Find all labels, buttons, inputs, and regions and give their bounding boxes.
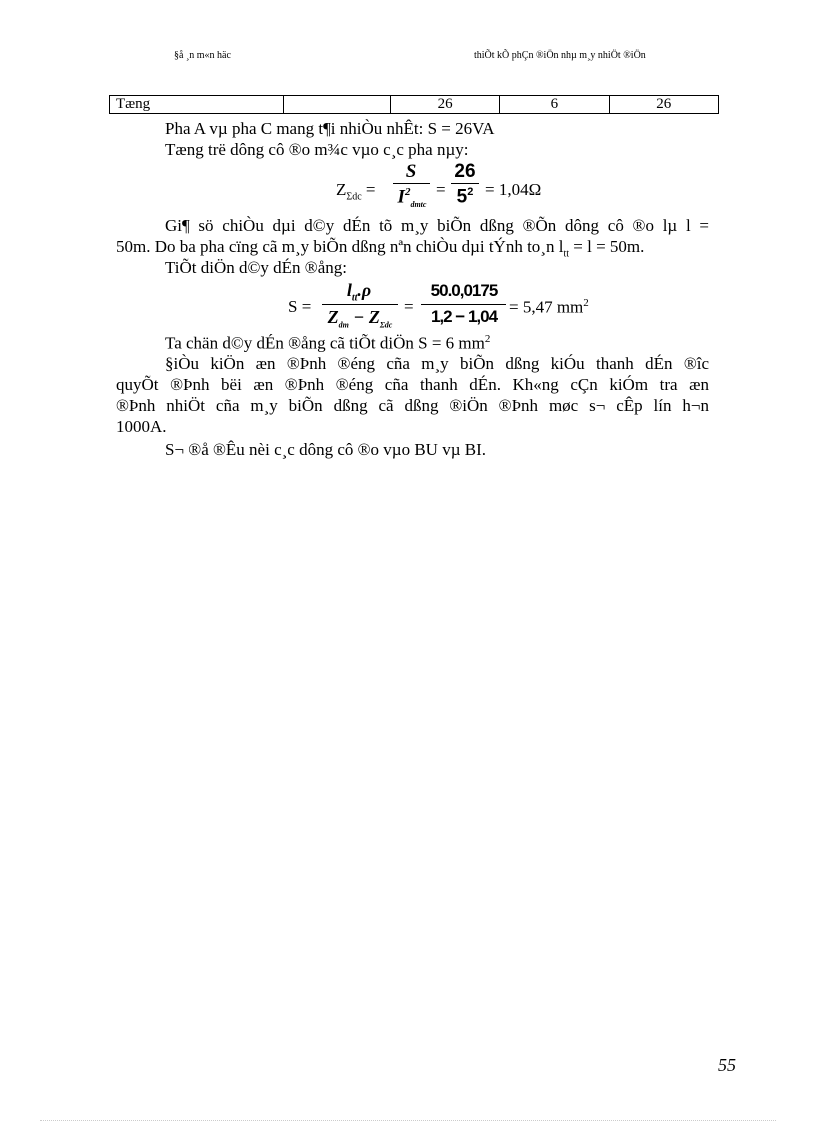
text-line: Pha A vµ pha C mang t¶i nhiÒu nhÊt: S = 26VA — [165, 119, 495, 138]
eq2-numerator-1: $l_{tt}.\rho$ — [346, 280, 372, 304]
table-cell: 26 — [609, 96, 718, 114]
eq1-numerator-1: S — [405, 161, 417, 182]
table-row — [110, 96, 719, 114]
text-line: 1000A. — [116, 417, 167, 436]
eq1-denominator-1: $I^2_{dmtc}$ — [397, 186, 427, 210]
eq1-result: = 1,04Ω — [485, 180, 542, 199]
eq1-equals: = — [436, 180, 446, 199]
text-line: Tæng trë dông cô ®o m¾c vµo c¸c pha nµy: — [165, 140, 469, 159]
fraction-bar — [322, 304, 398, 305]
eq2-denominator-1: $Z_{dm} - Z_{\Sigma dc}$ — [327, 307, 393, 330]
page-bottom-divider — [40, 1120, 776, 1121]
text-line: Ta chän d©y dÉn ®ång cã tiÕt diÖn S = 6 $mm^2$ — [165, 333, 491, 353]
table-cell: Tæng — [110, 96, 284, 114]
text-line: S¬ ®å ®Êu nèi c¸c dông cô ®o vµo BU vµ BI. — [165, 440, 486, 459]
eq2-result: = 5,47 $mm^2$ — [509, 297, 589, 317]
fraction-bar — [393, 183, 430, 184]
eq2-equals: = — [404, 297, 414, 316]
eq1-lhs: $Z_{\Sigma dc}$ = — [336, 180, 376, 203]
eq1-denominator-2: $5^2$ — [456, 186, 474, 208]
page-number: 55 — [718, 1055, 736, 1075]
text-line: quyÕt ®Þnh bëi æn ®Þnh ®éng cña thanh dÉn. Kh«ng cÇn kiÓm tra æn — [116, 375, 709, 394]
text-line: ®Þnh nhiÖt cña m¸y biÕn dßng cã dßng ®iÖn ®Þnh møc s¬ cÊp lín h¬n — [116, 396, 709, 415]
header-right: thiÕt kÕ phÇn ®iÖn nhµ m¸y nhiÖt ®iÖn — [474, 50, 646, 61]
text-line: 50m. Do ba pha cïng cã m¸y biÕn dßng nªn chiÒu dµi tÝnh to¸n $l_{tt} = l = 50m$. — [116, 237, 645, 260]
table-cell: 6 — [500, 96, 609, 114]
text-line: TiÕt diÖn d©y dÉn ®ång: — [165, 258, 347, 277]
fraction-bar — [421, 304, 506, 305]
eq2-numerator-2: 50.0,0175 — [430, 281, 498, 300]
eq2-denominator-2: 1,2 − 1,04 — [430, 307, 498, 326]
table-cell — [283, 96, 390, 114]
summary-table — [109, 95, 719, 114]
eq1-numerator-2: 26 — [454, 161, 476, 182]
eq2-lhs: S = — [288, 297, 312, 316]
table-cell: 26 — [390, 96, 499, 114]
text-line: §iÒu kiÖn æn ®Þnh ®éng cña m¸y biÕn dßng kiÓu thanh dÉn ®îc — [165, 354, 709, 373]
header-left: §å ¸n m«n häc — [174, 50, 231, 61]
text-line: Gi¶ sö chiÒu dµi d©y dÉn tõ m¸y biÕn dßng ®Õn dông cô ®o lµ l = — [165, 216, 709, 235]
fraction-bar — [451, 183, 479, 184]
